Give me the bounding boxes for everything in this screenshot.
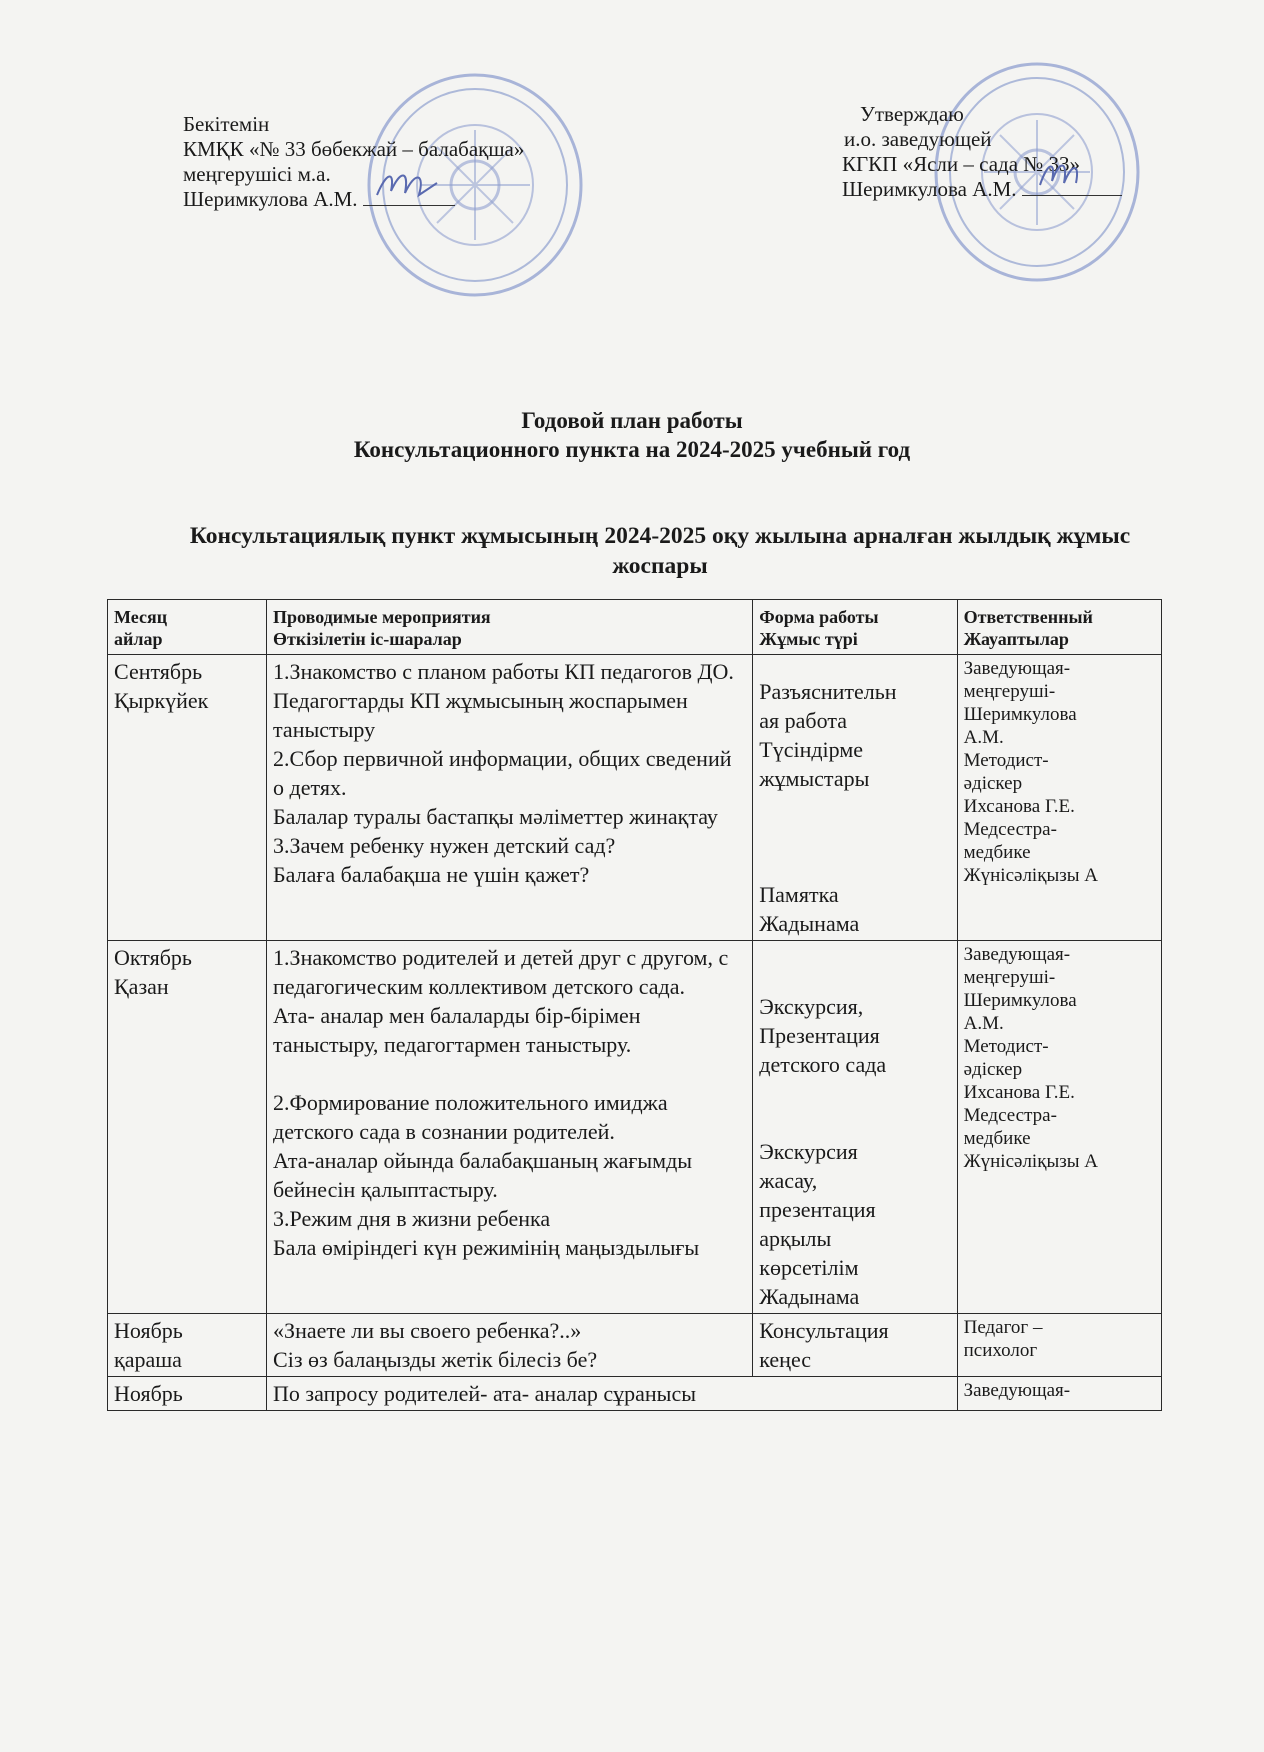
approval-right-line3: КГКП «Ясли – сада № 33» [842, 152, 1081, 176]
approval-right-line4: Шеримкулова А.М. [842, 177, 1017, 201]
cell-responsible: Педагог – психолог [957, 1314, 1161, 1377]
cell-month: Сентябрь Қыркүйек [108, 655, 267, 941]
cell-events: «Знаете ли вы своего ребенка?..» Сіз өз балаңызды жетік білесіз бе? [267, 1314, 753, 1377]
signature-left [373, 165, 443, 205]
header-events: Проводимые мероприятия Өткізілетін іс-шаралар [267, 600, 753, 655]
document-title-ru [0, 406, 1264, 464]
approval-left-line4: Шеримкулова А.М. [183, 187, 358, 211]
cell-events: 1.Знакомство с планом работы КП педагогов ДО. Педагогтарды КП жұмысының жоспарымен таныстыру 2.Сбор первичной информации, общих сведений о детях. Балалар туралы бастапқы мәліметтер жинақтау 3.Зачем ребенку нужен детский сад? Балаға балабақша не үшін қажет? [267, 655, 753, 941]
cell-responsible: Заведующая- меңгеруші- Шеримкулова А.М. Методист- әдіскер Ихсанова Г.Е. Медсестра- медбике Жүнісәліқызы А [957, 655, 1161, 941]
document-title-kk: Консультациялық пункт жұмысының 2024-2025 оқу жылына арналған жылдық жұмыс жоспары [189, 523, 1131, 579]
approval-block-right [842, 102, 1122, 202]
table-header-row [108, 600, 1162, 655]
approval-right-line1: Утверждаю [860, 102, 964, 126]
plan-table [107, 599, 1162, 1411]
cell-month: Ноябрь қараша [108, 1314, 267, 1377]
cell-form: Экскурсия, Презентация детского сада Экскурсия жасау, презентация арқылы көрсетілім Жадынама [753, 941, 957, 1314]
table-row [108, 1377, 1162, 1411]
approval-left-line1: Бекітемін [183, 112, 270, 136]
signature-line-right [1022, 177, 1122, 196]
cell-responsible: Заведующая- [957, 1377, 1161, 1411]
cell-responsible: Заведующая- меңгеруші- Шеримкулова А.М. Методист- әдіскер Ихсанова Г.Е. Медсестра- медбике Жүнісәліқызы А [957, 941, 1161, 1314]
title-ru-line2: Консультационного пункта на 2024-2025 учебный год [353, 437, 911, 462]
table-row [108, 1314, 1162, 1377]
cell-month: Ноябрь [108, 1377, 267, 1411]
signature-line-left [363, 187, 455, 206]
approval-right-line2: и.о. заведующей [844, 127, 992, 151]
cell-form: Разъяснительн ая работа Түсіндірме жұмыстары Памятка Жадынама [753, 655, 957, 941]
signature-right [1036, 155, 1096, 195]
header-month: Месяц айлар [108, 600, 267, 655]
header-form: Форма работы Жұмыс түрі [753, 600, 957, 655]
table-row [108, 655, 1162, 941]
cell-month: Октябрь Қазан [108, 941, 267, 1314]
title-ru-line1: Годовой план работы [521, 408, 743, 433]
cell-events: 1.Знакомство родителей и детей друг с другом, с педагогическим коллективом детского сада. Ата- аналар мен балаларды бір-бірімен таныстыру, педагогтармен таныстыру. 2.Формирование положительного имиджа детского сада в сознании родителей. Ата-аналар ойында балабақшаның жағымды бейнесін қалыптастыру. 3.Режим дня в жизни ребенка Бала өміріндегі күн режимінің маңыздылығы [267, 941, 753, 1314]
approval-block-left [183, 112, 524, 212]
table-row [108, 941, 1162, 1314]
header-responsible: Ответственный Жауаптылар [957, 600, 1161, 655]
cell-form: Консультация кеңес [753, 1314, 957, 1377]
approval-left-line2: КМҚК «№ 33 бөбекжай – балабақша» [183, 137, 525, 161]
cell-events: По запросу родителей- ата- аналар сұранысы [267, 1377, 958, 1411]
approval-left-line3: меңгерушісі м.а. [183, 162, 331, 186]
